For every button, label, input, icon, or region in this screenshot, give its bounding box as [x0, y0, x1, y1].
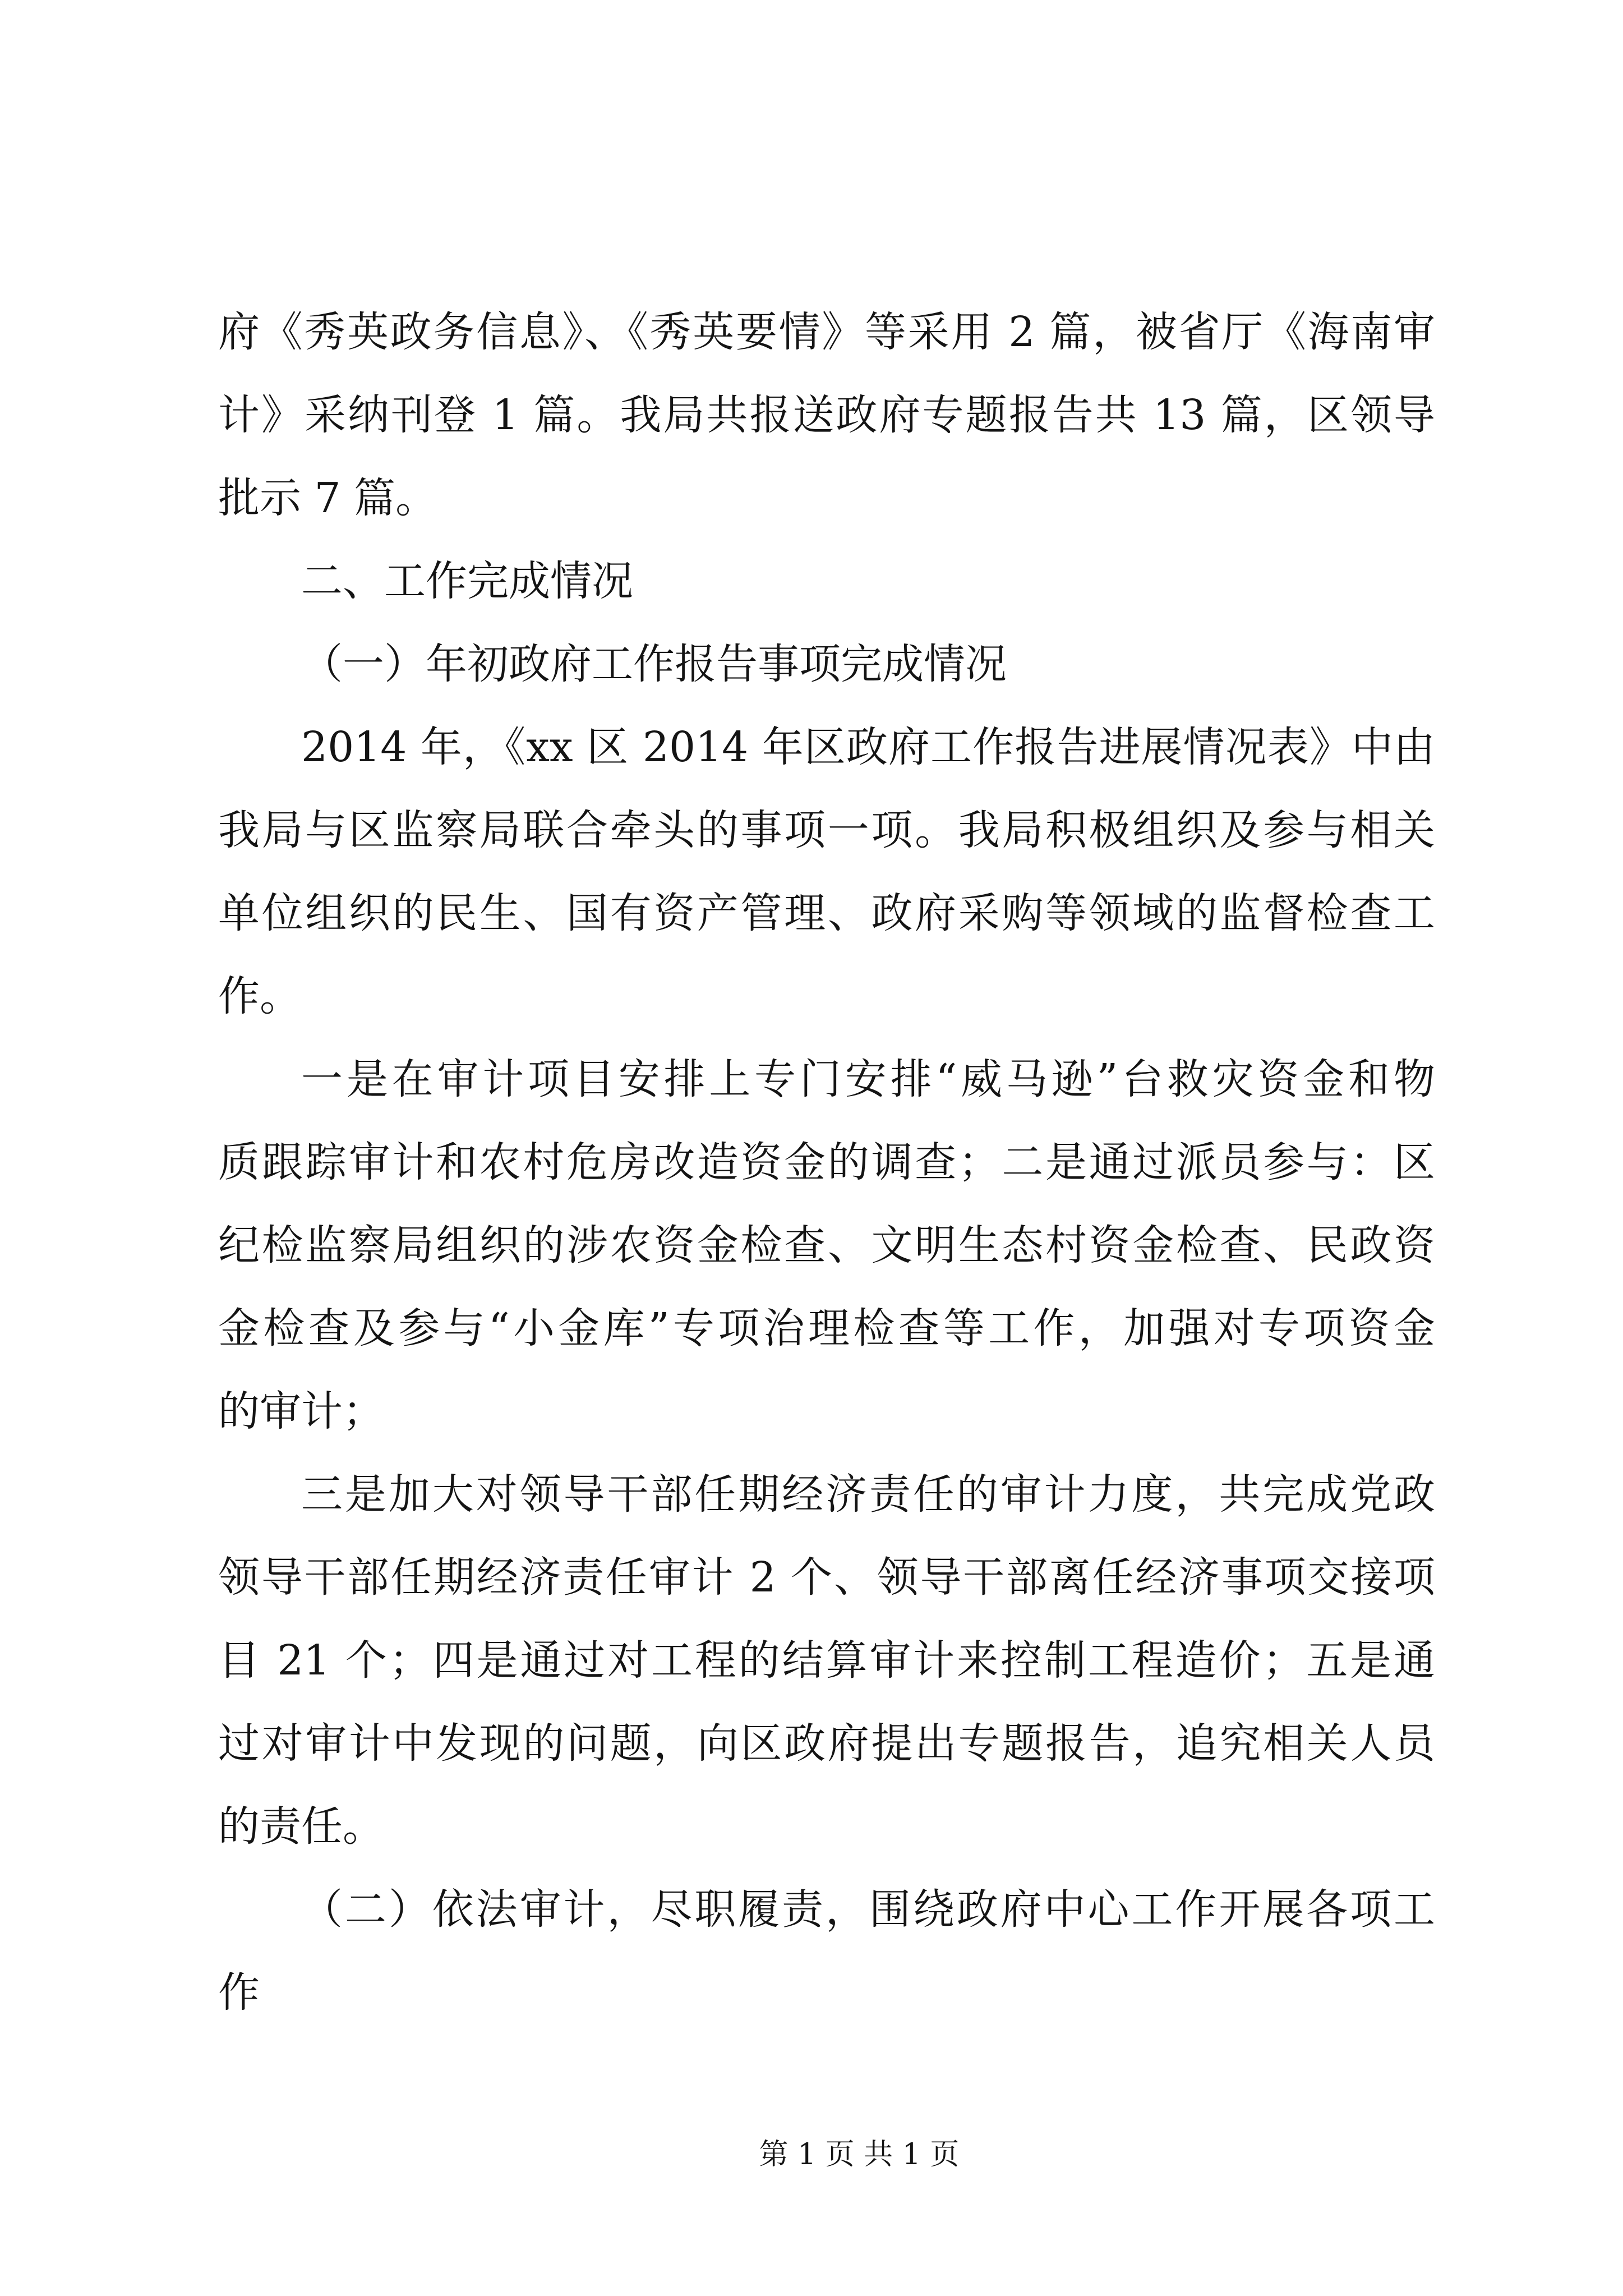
text-line: 的审计； — [218, 1387, 384, 1435]
text-line: 府《秀英政务信息》、《秀英要情》等采用 2 篇，被省厅《海南审 — [218, 308, 1435, 356]
continued-paragraph — [218, 291, 1435, 540]
text-line: 金检查及参与“小金库”专项治理检查等工作，加强对专项资金 — [218, 1304, 1435, 1352]
paragraph — [218, 1453, 1435, 1868]
text-line: 我局与区监察局联合牵头的事项一项。我局积极组织及参与相关 — [218, 806, 1435, 854]
paragraph — [218, 1038, 1435, 1453]
text-line: 的责任。 — [218, 1802, 384, 1851]
paragraph — [218, 1868, 1435, 2034]
text-line: 一是在审计项目安排上专门安排“威马逊”台救灾资金和物 — [301, 1055, 1435, 1103]
text-line: 批示 7 篇。 — [218, 474, 437, 522]
text-line: 过对审计中发现的问题，向区政府提出专题报告，追究相关人员 — [218, 1719, 1435, 1768]
paragraph — [218, 540, 1435, 623]
paragraph — [218, 706, 1435, 1038]
text-line: 单位组织的民生、国有资产管理、政府采购等领域的监督检查工 — [218, 889, 1435, 937]
text-line: 领导干部任期经济责任审计 2 个、领导干部离任经济事项交接项 — [218, 1553, 1435, 1602]
text-line: 2014 年，《xx 区 2014 年区政府工作报告进展情况表》中由 — [301, 723, 1435, 771]
text-line: 质跟踪审计和农村危房改造资金的调查；二是通过派员参与：区 — [218, 1138, 1435, 1186]
document-body — [218, 291, 1435, 2034]
text-line: 二、工作完成情况 — [301, 557, 633, 605]
text-line: （二）依法审计，尽职履责，围绕政府中心工作开展各项工 — [301, 1885, 1435, 1934]
paragraph — [218, 623, 1435, 706]
text-line: 三是加大对领导干部任期经济责任的审计力度，共完成党政 — [301, 1470, 1435, 1519]
page-footer: 第 1 页 共 1 页 — [759, 2138, 960, 2171]
text-line: 纪检监察局组织的涉农资金检查、文明生态村资金检查、民政资 — [218, 1221, 1435, 1269]
text-line: 作 — [218, 1968, 260, 2017]
text-line: （一）年初政府工作报告事项完成情况 — [301, 640, 1007, 688]
text-line: 作。 — [218, 972, 301, 1020]
text-line: 目 21 个；四是通过对工程的结算审计来控制工程造价；五是通 — [218, 1636, 1435, 1685]
text-line: 计》采纳刊登 1 篇。我局共报送政府专题报告共 13 篇，区领导 — [218, 391, 1435, 439]
